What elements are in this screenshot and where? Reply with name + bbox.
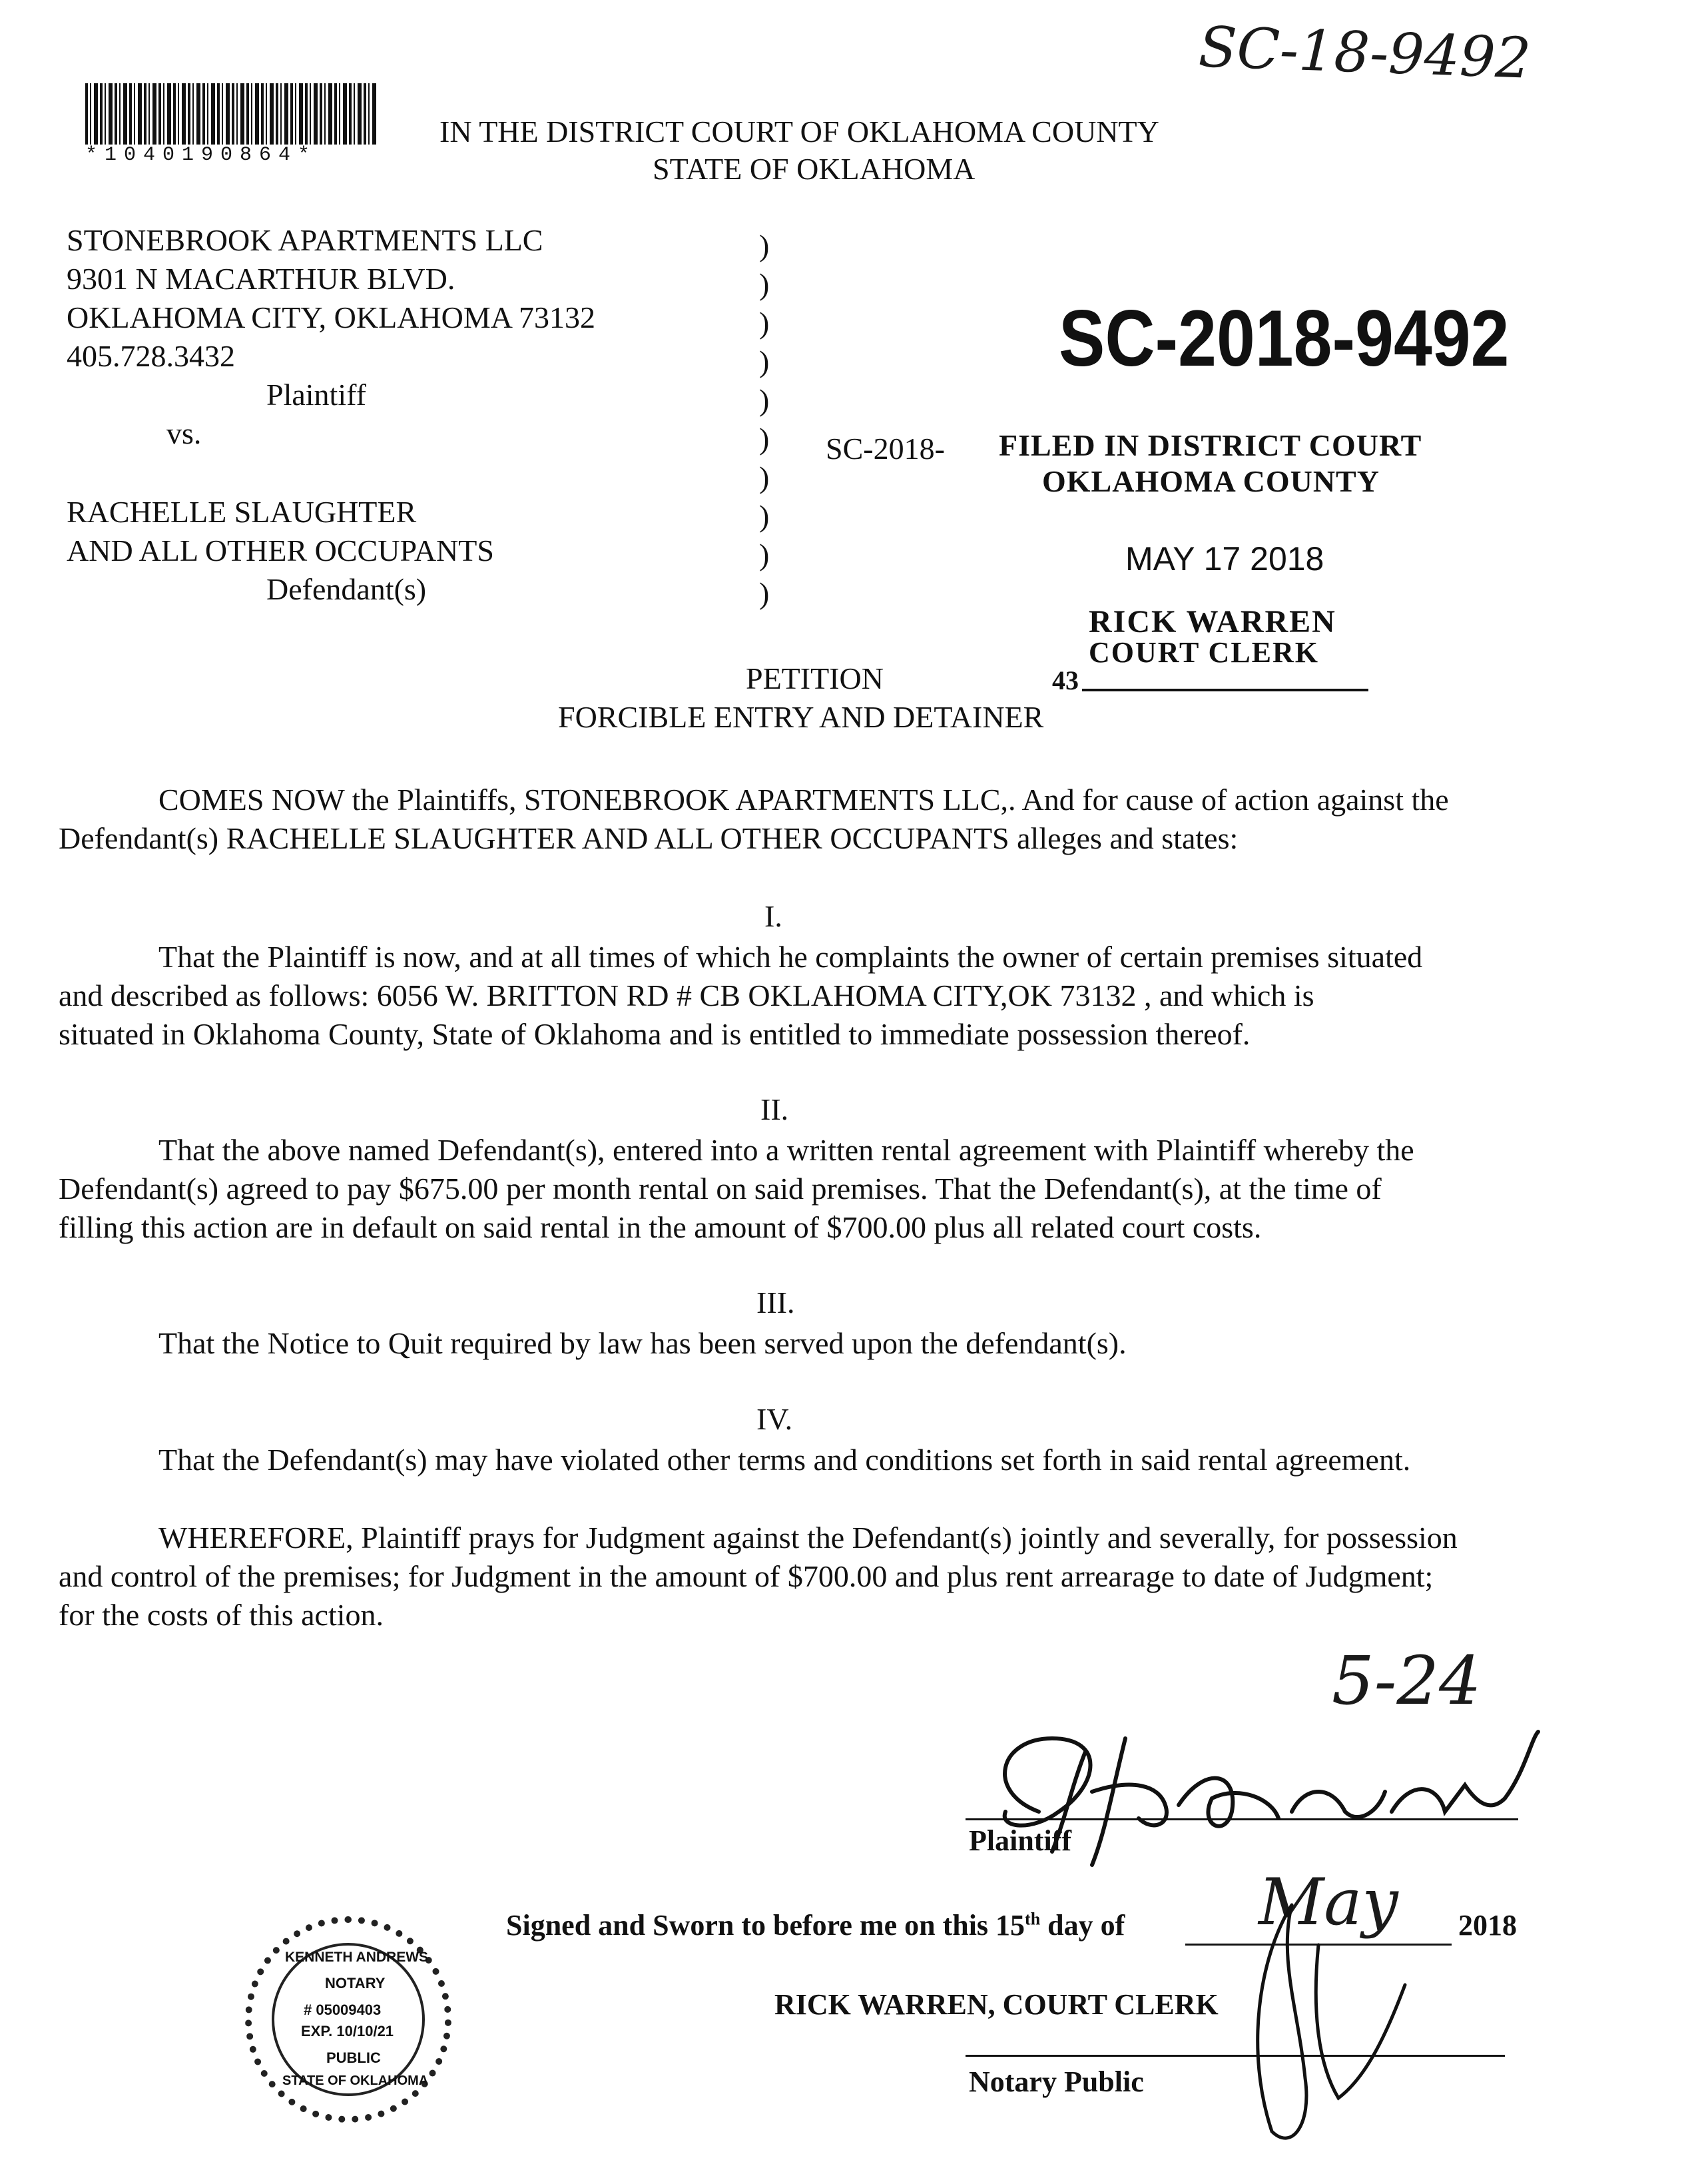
section-line bbox=[59, 1170, 1590, 1208]
section-3-line1: That the Notice to Quit required by law has been served upon the defendant(s). bbox=[158, 1326, 1127, 1360]
sworn-ordinal: th bbox=[1025, 1909, 1041, 1929]
wherefore-line bbox=[59, 1596, 1590, 1635]
section-line bbox=[59, 1441, 1590, 1479]
section-3-paragraph bbox=[59, 1324, 1590, 1363]
intro-line bbox=[59, 781, 1590, 819]
filed-stamp-clerk-title: COURT CLERK bbox=[1089, 636, 1320, 669]
paren: ) bbox=[759, 306, 770, 340]
notary-seal-public: PUBLIC bbox=[326, 2049, 381, 2066]
wherefore-line3: for the costs of this action. bbox=[59, 1598, 384, 1632]
filed-stamp-date: MAY 17 2018 bbox=[1125, 540, 1324, 577]
section-4-line1: That the Defendant(s) may have violated other terms and conditions set forth in said rental agreement. bbox=[158, 1443, 1411, 1477]
section-numeral-2: II. bbox=[760, 1092, 789, 1126]
plaintiff-signature-label: Plaintiff bbox=[969, 1824, 1071, 1857]
section-2-line2: Defendant(s) agreed to pay $675.00 per month rental on said premises. That the Defendant(s), at the time of bbox=[59, 1172, 1382, 1206]
notary-seal-state: STATE OF OKLAHOMA bbox=[282, 2073, 429, 2088]
defendant-role: Defendant(s) bbox=[266, 572, 427, 606]
notary-public-label: Notary Public bbox=[969, 2065, 1144, 2098]
sworn-year: 2018 bbox=[1458, 1909, 1517, 1942]
paren: ) bbox=[759, 538, 770, 571]
notary-seal-exp: EXP. 10/10/21 bbox=[301, 2023, 394, 2039]
case-prefix: SC-2018- bbox=[826, 432, 945, 466]
plaintiff-role: Plaintiff bbox=[266, 378, 366, 412]
paren: ) bbox=[759, 344, 770, 378]
section-2-line3: filling this action are in default on said rental in the amount of $700.00 plus all related court costs. bbox=[59, 1210, 1262, 1244]
paren: ) bbox=[759, 576, 770, 610]
handwritten-case-number: SC-18-9492 bbox=[1197, 14, 1532, 91]
notary-seal-notary: NOTARY bbox=[325, 1975, 386, 1992]
defendant-name: RACHELLE SLAUGHTER bbox=[67, 495, 417, 529]
notary-clerk-name: RICK WARREN, COURT CLERK bbox=[774, 1988, 1219, 2021]
filed-stamp-line1: FILED IN DISTRICT COURT bbox=[999, 428, 1422, 462]
notary-signature bbox=[1219, 1878, 1432, 2151]
wherefore-line2: and control of the premises; for Judgment in the amount of $700.00 and plus rent arrearage to date of Judgment; bbox=[59, 1559, 1434, 1593]
section-2-paragraph bbox=[59, 1131, 1590, 1247]
filed-stamp-number-line bbox=[1082, 689, 1368, 691]
filed-stamp-number: 43 bbox=[1052, 665, 1079, 695]
paren: ) bbox=[759, 499, 770, 533]
notary-signature-line bbox=[966, 2055, 1505, 2057]
plaintiff-address-line1: 9301 N MACARTHUR BLVD. bbox=[67, 262, 455, 296]
plaintiff-name: STONEBROOK APARTMENTS LLC bbox=[67, 223, 543, 257]
filed-stamp-line2: OKLAHOMA COUNTY bbox=[1042, 464, 1380, 498]
notary-seal bbox=[245, 1916, 451, 2123]
wherefore-line bbox=[59, 1519, 1590, 1557]
petition-title: PETITION bbox=[746, 661, 884, 695]
defendant-others: AND ALL OTHER OCCUPANTS bbox=[67, 534, 494, 567]
notary-seal-number: # 05009403 bbox=[304, 2002, 382, 2018]
section-line bbox=[59, 1015, 1590, 1054]
section-line bbox=[59, 938, 1590, 976]
section-1-line1: That the Plaintiff is now, and at all times of which he complaints the owner of certain premises situated bbox=[158, 940, 1423, 974]
section-1-line2: and described as follows: 6056 W. BRITTON RD # CB OKLAHOMA CITY,OK 73132 , and which is bbox=[59, 978, 1314, 1012]
filed-stamp-clerk: RICK WARREN bbox=[1089, 604, 1336, 639]
wherefore-line1: WHEREFORE, Plaintiff prays for Judgment against the Defendant(s) jointly and severally, for possession bbox=[158, 1521, 1458, 1555]
section-1-line3: situated in Oklahoma County, State of Oklahoma and is entitled to immediate possession thereof. bbox=[59, 1017, 1251, 1051]
paren: ) bbox=[759, 267, 770, 301]
paren: ) bbox=[759, 460, 770, 494]
barcode-bars bbox=[85, 83, 378, 145]
sworn-prefix: Signed and Sworn to before me on this 15 bbox=[506, 1909, 1025, 1942]
section-numeral-4: IV. bbox=[756, 1402, 793, 1436]
intro-paragraph bbox=[59, 781, 1590, 858]
plaintiff-phone: 405.728.3432 bbox=[67, 339, 235, 373]
wherefore-paragraph bbox=[59, 1519, 1590, 1635]
paren: ) bbox=[759, 422, 770, 456]
sworn-statement bbox=[506, 1908, 1125, 1942]
court-state: STATE OF OKLAHOMA bbox=[653, 152, 976, 186]
intro-line2: Defendant(s) RACHELLE SLAUGHTER AND ALL OTHER OCCUPANTS alleges and states: bbox=[59, 821, 1239, 855]
notary-seal-name: KENNETH ANDREWS bbox=[285, 1950, 429, 1965]
court-name: IN THE DISTRICT COURT OF OKLAHOMA COUNTY bbox=[439, 115, 1159, 149]
plaintiff-address-line2: OKLAHOMA CITY, OKLAHOMA 73132 bbox=[67, 300, 595, 334]
sworn-mid: day of bbox=[1040, 1909, 1125, 1942]
section-line bbox=[59, 1208, 1590, 1247]
paren: ) bbox=[759, 383, 770, 417]
barcode-number: *1040190864* bbox=[85, 144, 318, 167]
section-4-paragraph bbox=[59, 1441, 1590, 1479]
section-1-paragraph bbox=[59, 938, 1590, 1054]
intro-line bbox=[59, 819, 1590, 858]
wherefore-line bbox=[59, 1557, 1590, 1596]
section-line bbox=[59, 976, 1590, 1015]
section-line bbox=[59, 1324, 1590, 1363]
case-number-stamp: SC-2018-9492 bbox=[1059, 294, 1510, 384]
versus-label: vs. bbox=[166, 416, 202, 450]
section-line bbox=[59, 1131, 1590, 1170]
handwritten-date: 5-24 bbox=[1332, 1642, 1482, 1720]
paren: ) bbox=[759, 228, 770, 262]
intro-line1: COMES NOW the Plaintiffs, STONEBROOK APARTMENTS LLC,. And for cause of action against the bbox=[158, 783, 1449, 817]
petition-subtitle: FORCIBLE ENTRY AND DETAINER bbox=[558, 700, 1044, 734]
section-2-line1: That the above named Defendant(s), entered into a written rental agreement with Plaintiff whereby the bbox=[158, 1133, 1414, 1167]
plaintiff-signature-line bbox=[966, 1818, 1518, 1820]
sworn-month-handwritten: May bbox=[1259, 1865, 1398, 1940]
section-numeral-1: I. bbox=[764, 899, 782, 933]
section-numeral-3: III. bbox=[756, 1285, 795, 1319]
